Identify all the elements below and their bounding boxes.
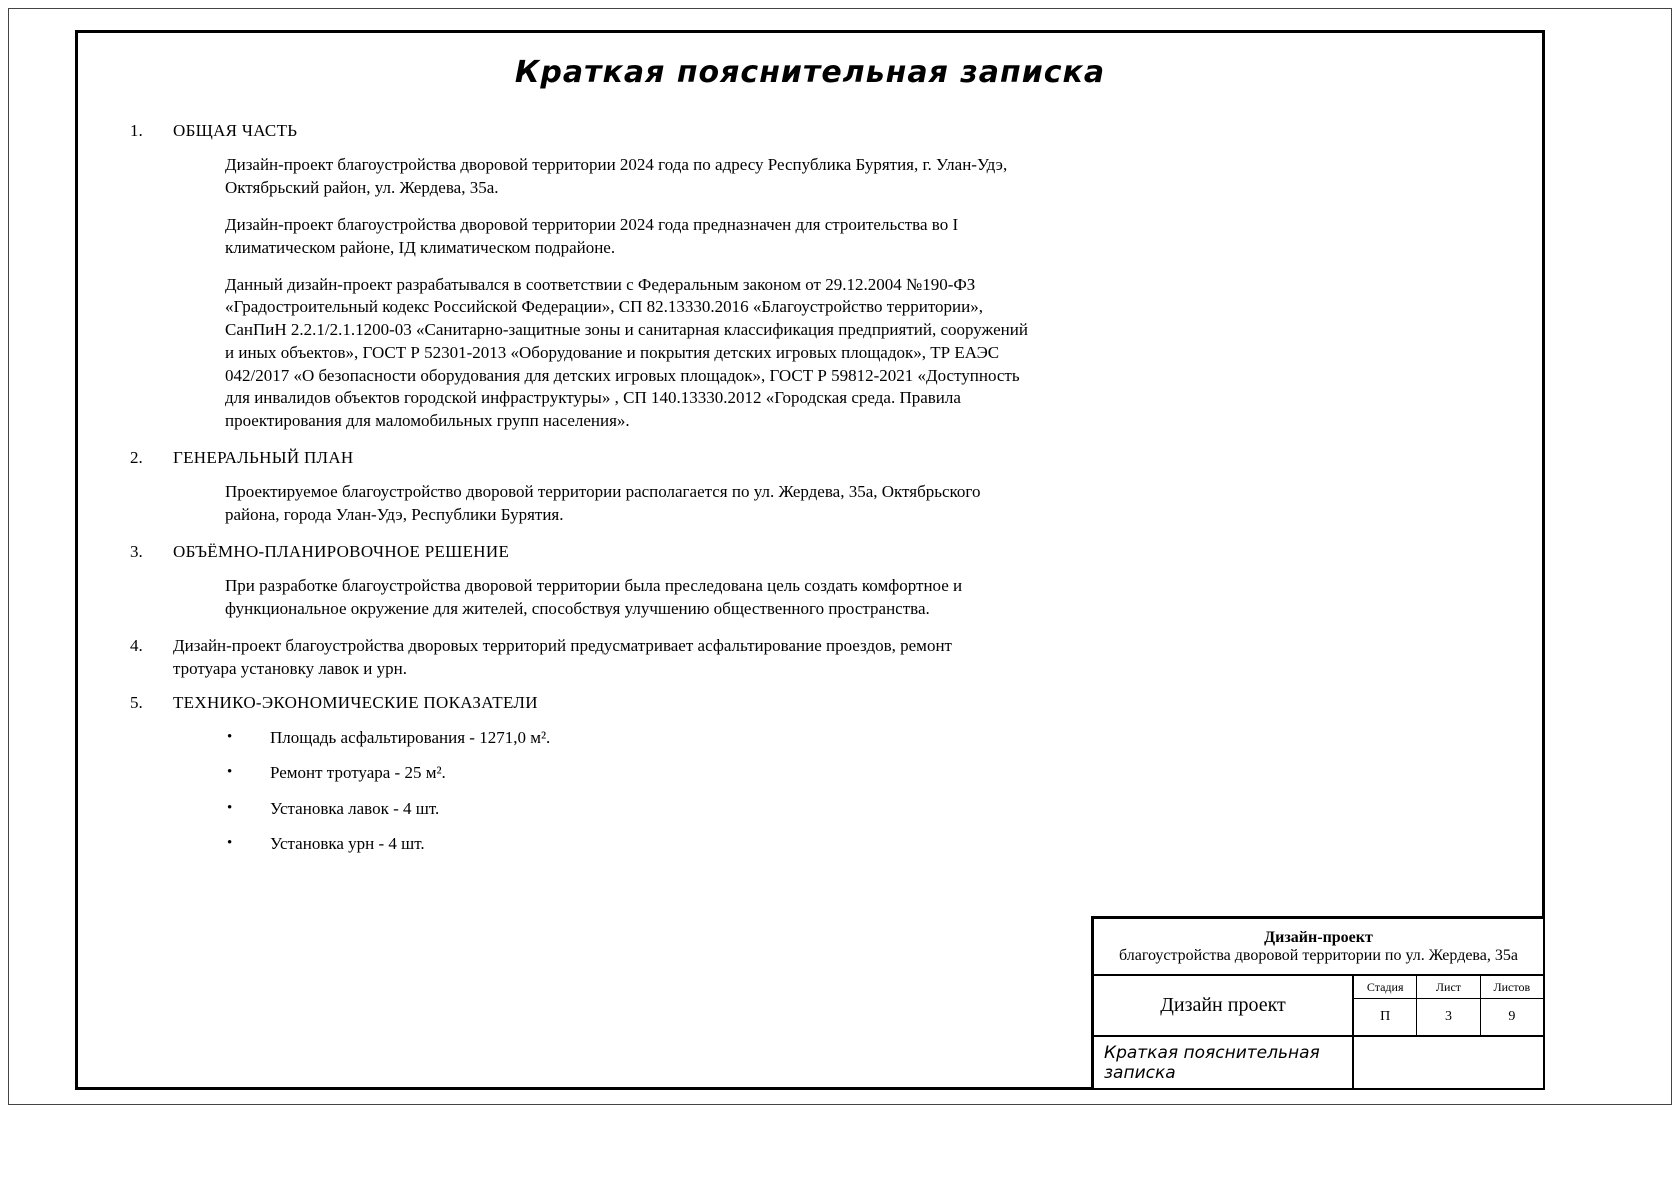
stage-sheet-grid (1354, 976, 1543, 1035)
title-block-middle-row (1094, 976, 1543, 1037)
sheet-value: 3 (1417, 999, 1480, 1035)
empty-cell (1354, 1037, 1543, 1088)
section-paragraph: Данный дизайн-проект разрабатывался в соответствии с Федеральным законом от 29.12.2004 №190-ФЗ «Градостроительный кодекс Российской Федерации», СП 82.13330.2016 «Благоустройство территории», СанПиН 2.2.1/2.1.1200-03 «Санитарно-защитные зоны и санитарная классификация предприятий, сооружений и иных объектов», ГОСТ Р 52301-2013 «Оборудование и покрытия детских игровых площадок», ТР ЕАЭС 042/2017 «О безопасности оборудования для детских игровых площадок», ГОСТ Р 59812-2021 «Доступность для инвалидов объектов городской инфраструктуры» , СП 140.13330.2012 «Городская среда. Правила проектирования для маломобильных групп населения». (225, 274, 1028, 431)
section-heading-row (130, 120, 1542, 142)
project-name-bold: Дизайн-проект (1264, 928, 1373, 946)
bullet-icon: • (227, 835, 233, 852)
project-name-rest: благоустройства дворовой территории по ул. Жердева, 35а (1119, 946, 1518, 964)
list-item-text: Установка урн - 4 шт. (270, 834, 425, 854)
title-block (1091, 916, 1543, 1088)
section-heading: ГЕНЕРАЛЬНЫЙ ПЛАН (173, 447, 354, 467)
section-number: 1. (130, 121, 143, 140)
bullet-icon: • (227, 728, 233, 745)
list-item (227, 727, 1542, 749)
sheets-value: 9 (1508, 1009, 1516, 1024)
list-item (227, 798, 1542, 820)
section-heading-row (130, 635, 1542, 681)
list-item (227, 762, 1542, 784)
list-item-text: Установка лавок - 4 шт. (270, 798, 440, 818)
stage-sheet-values-row (1354, 999, 1543, 1035)
section-paragraph: Проектируемое благоустройство дворовой территории располагается по ул. Жердева, 35а, Октябрьского района, города Улан-Удэ, Республики Бурятия. (225, 482, 981, 525)
doc-type-cell: Дизайн проект (1094, 976, 1354, 1035)
list-item-text: Площадь асфальтирования - 1271,0 м². (270, 727, 551, 747)
page-title: Краткая пояснительная записка (514, 55, 1106, 90)
section-heading-row (130, 447, 1542, 469)
section-general (130, 120, 1542, 433)
document-content (78, 120, 1542, 856)
section-space-planning (130, 541, 1542, 621)
sheet-title: Краткая пояснительная записка (1094, 1037, 1354, 1088)
section-number: 2. (130, 447, 143, 467)
section-paragraph: Дизайн-проект благоустройства дворовых территорий предусматривает асфальтирование проездов, ремонт тротуара установку лавок и урн. (173, 635, 952, 678)
section-number: 3. (130, 541, 143, 561)
section-master-plan (130, 447, 1542, 527)
section-heading-row (130, 541, 1542, 563)
stage-label: Стадия (1354, 976, 1417, 998)
section-body (173, 635, 985, 681)
stage-value: П (1354, 999, 1417, 1035)
drawing-frame (75, 30, 1545, 1090)
sheet-label: Лист (1417, 976, 1480, 998)
list-item-text: Ремонт тротуара - 25 м². (270, 763, 446, 783)
section-technical-indicators (130, 692, 1542, 855)
section-heading: ТЕХНИКО-ЭКОНОМИЧЕСКИЕ ПОКАЗАТЕЛИ (173, 693, 538, 713)
title-block-project-row (1094, 919, 1543, 976)
section-paragraph: При разработке благоустройства дворовой территории была преследована цель создать комфортное и функциональное окружение для жителей, способствуя улучшению общественного пространства. (225, 576, 963, 619)
section-paragraph: Дизайн-проект благоустройства дворовой территории 2024 года по адресу Республика Бурятия, г. Улан-Удэ, Октябрьский район, ул. Жердева, 35а. (225, 155, 1008, 198)
section-paragraph: Дизайн-проект благоустройства дворовой территории 2024 года предназначен для строительства во I климатическом районе, IД климатическом подрайоне. (225, 214, 959, 257)
section-heading: ОБЩАЯ ЧАСТЬ (173, 121, 298, 140)
title-block-bottom-row (1094, 1037, 1543, 1088)
indicator-list (227, 727, 1542, 856)
stage-sheet-header-row (1354, 976, 1543, 999)
list-item (227, 833, 1542, 855)
section-heading-row (130, 692, 1542, 714)
section-scope (130, 635, 1542, 681)
section-number: 5. (130, 693, 143, 713)
bullet-icon: • (227, 799, 233, 816)
section-number: 4. (130, 635, 143, 655)
sheets-label: Листов (1493, 979, 1531, 994)
section-heading: ОБЪЁМНО-ПЛАНИРОВОЧНОЕ РЕШЕНИЕ (173, 541, 510, 561)
bullet-icon: • (227, 764, 233, 781)
